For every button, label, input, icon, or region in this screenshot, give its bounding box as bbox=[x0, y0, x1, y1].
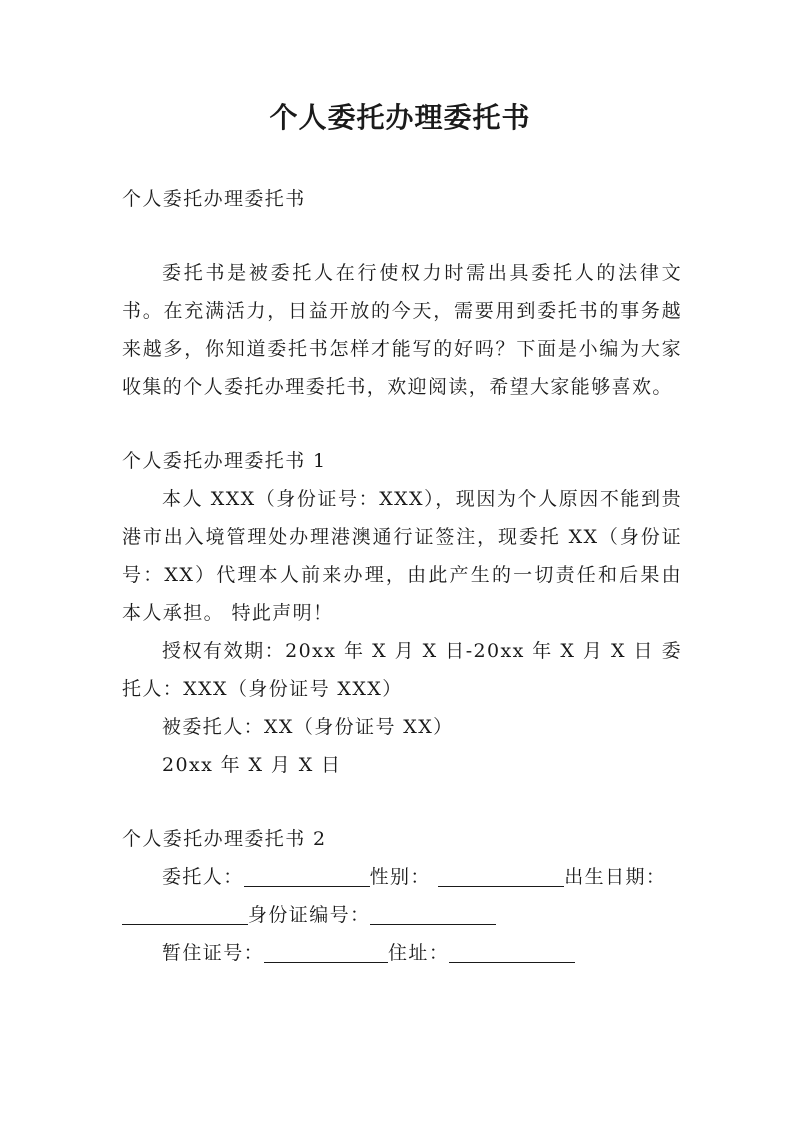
section1-validity: 授权有效期：20xx 年 X 月 X 日-20xx 年 X 月 X 日 委托人：XXX（身份证号 XXX） bbox=[122, 640, 682, 700]
blank-principal[interactable] bbox=[244, 864, 370, 887]
intro-paragraph: 委托书是被委托人在行使权力时需出具委托人的法律文书。在充满活力，日益开放的今天，需要用到委托书的事务越来越多，你知道委托书怎样才能写的好吗？下面是小编为大家收集的个人委托办理委托书，欢迎阅读，希望大家能够喜欢。 bbox=[122, 262, 682, 398]
spacer bbox=[122, 784, 682, 820]
document-title: 个人委托办理委托书 bbox=[269, 101, 531, 134]
section1-heading: 个人委托办理委托书 1 bbox=[122, 450, 327, 472]
blank-birth[interactable] bbox=[122, 902, 248, 925]
label-principal: 委托人： bbox=[162, 866, 244, 888]
blank-permit[interactable] bbox=[264, 940, 388, 963]
section2-heading: 个人委托办理委托书 2 bbox=[122, 828, 327, 850]
blank-address[interactable] bbox=[449, 940, 575, 963]
label-permit: 暂住证号： bbox=[162, 942, 265, 964]
document-subtitle: 个人委托办理委托书 bbox=[122, 188, 306, 210]
section1-body: 本人 XXX（身份证号：XXX），现因为个人原因不能到贵港市出入境管理处办理港澳通行证签注，现委托 XX（身份证号：XX）代理本人前来办理，由此产生的一切责任和后果由本人承担。 特此声明！ bbox=[122, 488, 682, 624]
document-body bbox=[122, 180, 682, 972]
label-id: 身份证编号： bbox=[248, 904, 371, 926]
label-gender: 性别： bbox=[369, 866, 431, 888]
spacer bbox=[122, 406, 682, 442]
section2-line1 bbox=[122, 858, 682, 896]
section1-trustee: 被委托人：XX（身份证号 XX） bbox=[162, 716, 454, 738]
label-address: 住址： bbox=[388, 942, 450, 964]
blank-id[interactable] bbox=[370, 902, 496, 925]
spacer bbox=[122, 218, 682, 254]
section2-line3 bbox=[122, 934, 682, 972]
blank-gender[interactable] bbox=[438, 864, 564, 887]
label-birth: 出生日期： bbox=[564, 866, 667, 888]
section2-line2 bbox=[122, 896, 682, 934]
section1-date: 20xx 年 X 月 X 日 bbox=[162, 754, 342, 776]
